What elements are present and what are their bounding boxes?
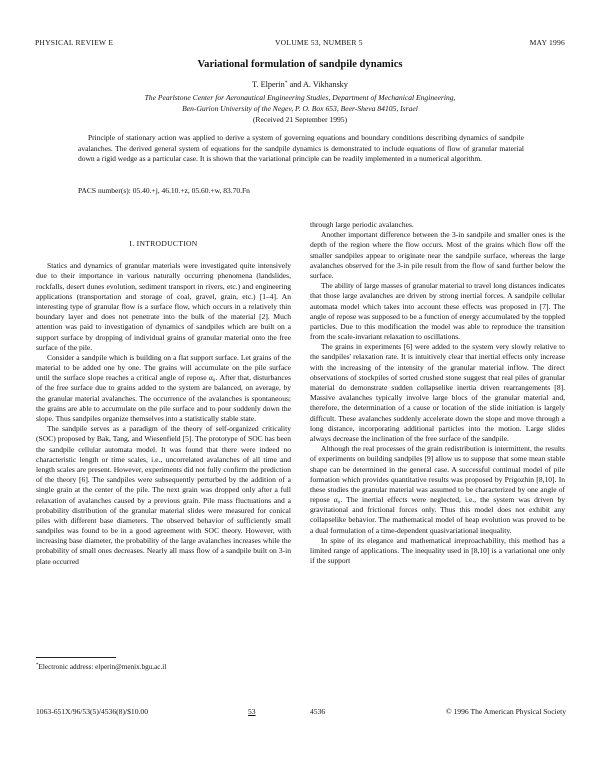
page-number: 4536	[310, 707, 326, 716]
volume-number: VOLUME 53, NUMBER 5	[275, 38, 363, 47]
paragraph: Statics and dynamics of granular materials were investigated quite intensively due to their importance in various naturally occurring phenomena (landslides, rockfalls, desert dunes evolution, sediment transport in rivers, etc.) and engineering applications (transportation and storage of coal, gravel, grain, etc.) [1–4]. An interesting type of granular flow is a surface flow, which occurs in a relatively thin boundary layer and does not penetrate into the bulk of the material [2]. Much attention was paid to investigation of dynamics of sandpiles which are built on a support surface by dropping of individual grains of granular material onto the free surface of the pile.	[36, 261, 291, 352]
author-elperin: T. Elperin	[252, 80, 285, 89]
paragraph: The grains in experiments [6] were added to the system very slowly relative to the sandpiles' relaxation rate. It is intuitively clear that inertial effects only increase with the increasing of the intensity of the granular material inflow. The direct observations of stockpiles of sorted crushed stone suggest that real piles of granular material do demonstrate sudden collapselike inertia driven rearrangements [8]. Massive avalanches typically involve large blocs of the granular material and, therefore, the determination of a cause or location of the slide initiation is largely difficult. These avalanches suddenly accelerate down the slope and move through a long distance, incorporating additional particles into the motion. Large slides always decrease the inclination of the free surface of the sandpile.	[310, 342, 565, 443]
footnote-mark: *	[36, 663, 39, 668]
author-list	[0, 80, 600, 89]
left-column	[36, 239, 291, 567]
page-footer	[36, 707, 566, 719]
section-heading: I. INTRODUCTION	[129, 239, 198, 248]
paragraph: Although the real processes of the grain redistribution is intermittent, the results of experiments on building sandpiles [9] allow us to suppose that some mean stable shape can be determined in the general case. A successful continual model of pile formation which provides quantitative results was proposed by Prigozhin [8,10]. In these studies the granular material was assumed to be characterized by one angle of repose α₀. The inertial effects were neglected, i.e., the system was driven by gravitational and frictional forces only. Thus this model does not exhibit any collapselike behavior. The mathematical model of heap evolution was proved to be a dual formulation of a time-dependent quasivariational inequality.	[310, 444, 565, 535]
footer-volume: 53	[248, 707, 256, 716]
paragraph: The sandpile serves as a paradigm of the theory of self-organized criticality (SOC) proposed by Bak, Tang, and Wiesenfield [5]. The prototype of SOC has been the sandpile cellular automata model. It was found that there were indeed no characteristic length or time scales, i.e., uncorrelated avalanches of all time and length scales are present. However, experiments did not fully confirm the prediction of the theory [6]. The sandpiles were subsequently perturbed by the addition of a single grain at the center of the pile. The next grain was dropped only after a full relaxation of avalanches caused by a previous grain. Pile mass fluctuations and a probability distribution of the granular material slides were measured for conical piles with different base diameters. The observed behavior of sufficiently small sandpiles was found to be in a good agreement with SOC theory. However, with increasing base diameter, the probability of the large avalanches increases while the probability of small ones decreases. Nearly all mass flow of a sandpile built on 3-in plate occurred	[36, 424, 291, 566]
author-conjunction: and	[287, 80, 303, 89]
page-header	[35, 38, 565, 50]
issue-date: MAY 1996	[529, 38, 565, 47]
paragraph: Another important difference between the 3-in sandpile and smaller ones is the depth of the region where the flow occurs. Most of the grains which flow off the smaller sandpiles appear to originate near the sandpile surface, whereas the large avalanches observed for the 3-in pile result from the flow of sand further below the surface.	[310, 230, 565, 280]
paper-title: Variational formulation of sandpile dynamics	[197, 59, 403, 70]
affiliation	[0, 93, 600, 114]
journal-name: PHYSICAL REVIEW E	[35, 38, 114, 47]
article-code: 1063-651X/96/53(5)/4536(8)/$10.00	[36, 707, 148, 716]
affiliation-line-2: Ben-Gurion University of the Negev, P. O. Box 653, Beer-Sheva 84105, Israel	[182, 103, 418, 113]
footnote	[36, 663, 166, 671]
right-column	[310, 220, 565, 566]
paragraph: Consider a sandpile which is building on a flat support surface. Let grains of the material to be added one by one. The grains will accumulate on the pile surface until the surface slope reaches a critical angle of repose α₀. After that, disturbances of the free surface due to grains added to the system are balanced, on average, by the granular material avalanches. The occurrence of the avalanches is spontaneous; the grains are able to accumulate on the pile surface and to pour suddenly down the slope. Thus sandpiles organize themselves into a statistically stable state.	[36, 352, 291, 423]
received-date: (Received 21 September 1995)	[252, 115, 348, 124]
paragraph: In spite of its elegance and mathematical irreproachability, this method has a limited range of applications. The inequality used in [8,10] is a variational one only if the support	[310, 535, 565, 566]
footnote-text: Electronic address: elperin@menix.bgu.ac.il	[38, 663, 167, 671]
copyright: © 1996 The American Physical Society	[445, 707, 566, 716]
author-footnote-mark: *	[284, 80, 288, 86]
affiliation-line-1: The Pearlstone Center for Aeronautical Engineering Studies, Department of Mechanical Engineering,	[144, 93, 456, 102]
paragraph: The ability of large masses of granular material to travel long distances indicates that those large avalanches are driven by strong inertial forces. A sandpile cellular automata model which takes into account these effects was proposed in [7]. The angle of repose was supposed to be a function of energy accumulated by the toppled particles. Due to this modification the model was able to reproduce the transition from the scale-invariant relaxation to oscillations.	[310, 281, 565, 342]
pacs-numbers: PACS number(s): 05.40.+j, 46.10.+z, 05.60.+w, 83.70.Fn	[78, 186, 250, 195]
author-vikhansky: A. Vikhansky	[302, 80, 348, 89]
abstract: Principle of stationary action was applied to derive a system of governing equations and boundary conditions describing dynamics of sandpile avalanches. The derived general system of equations for the sandpile dynamics is demonstrated to include equations of flow of granular material down a rigid wedge as a particular case. It is shown that the variational principle can be readily implemented in a numerical algorithm.	[78, 133, 524, 164]
footnote-divider	[36, 657, 116, 658]
paragraph: through large periodic avalanches.	[310, 220, 414, 229]
